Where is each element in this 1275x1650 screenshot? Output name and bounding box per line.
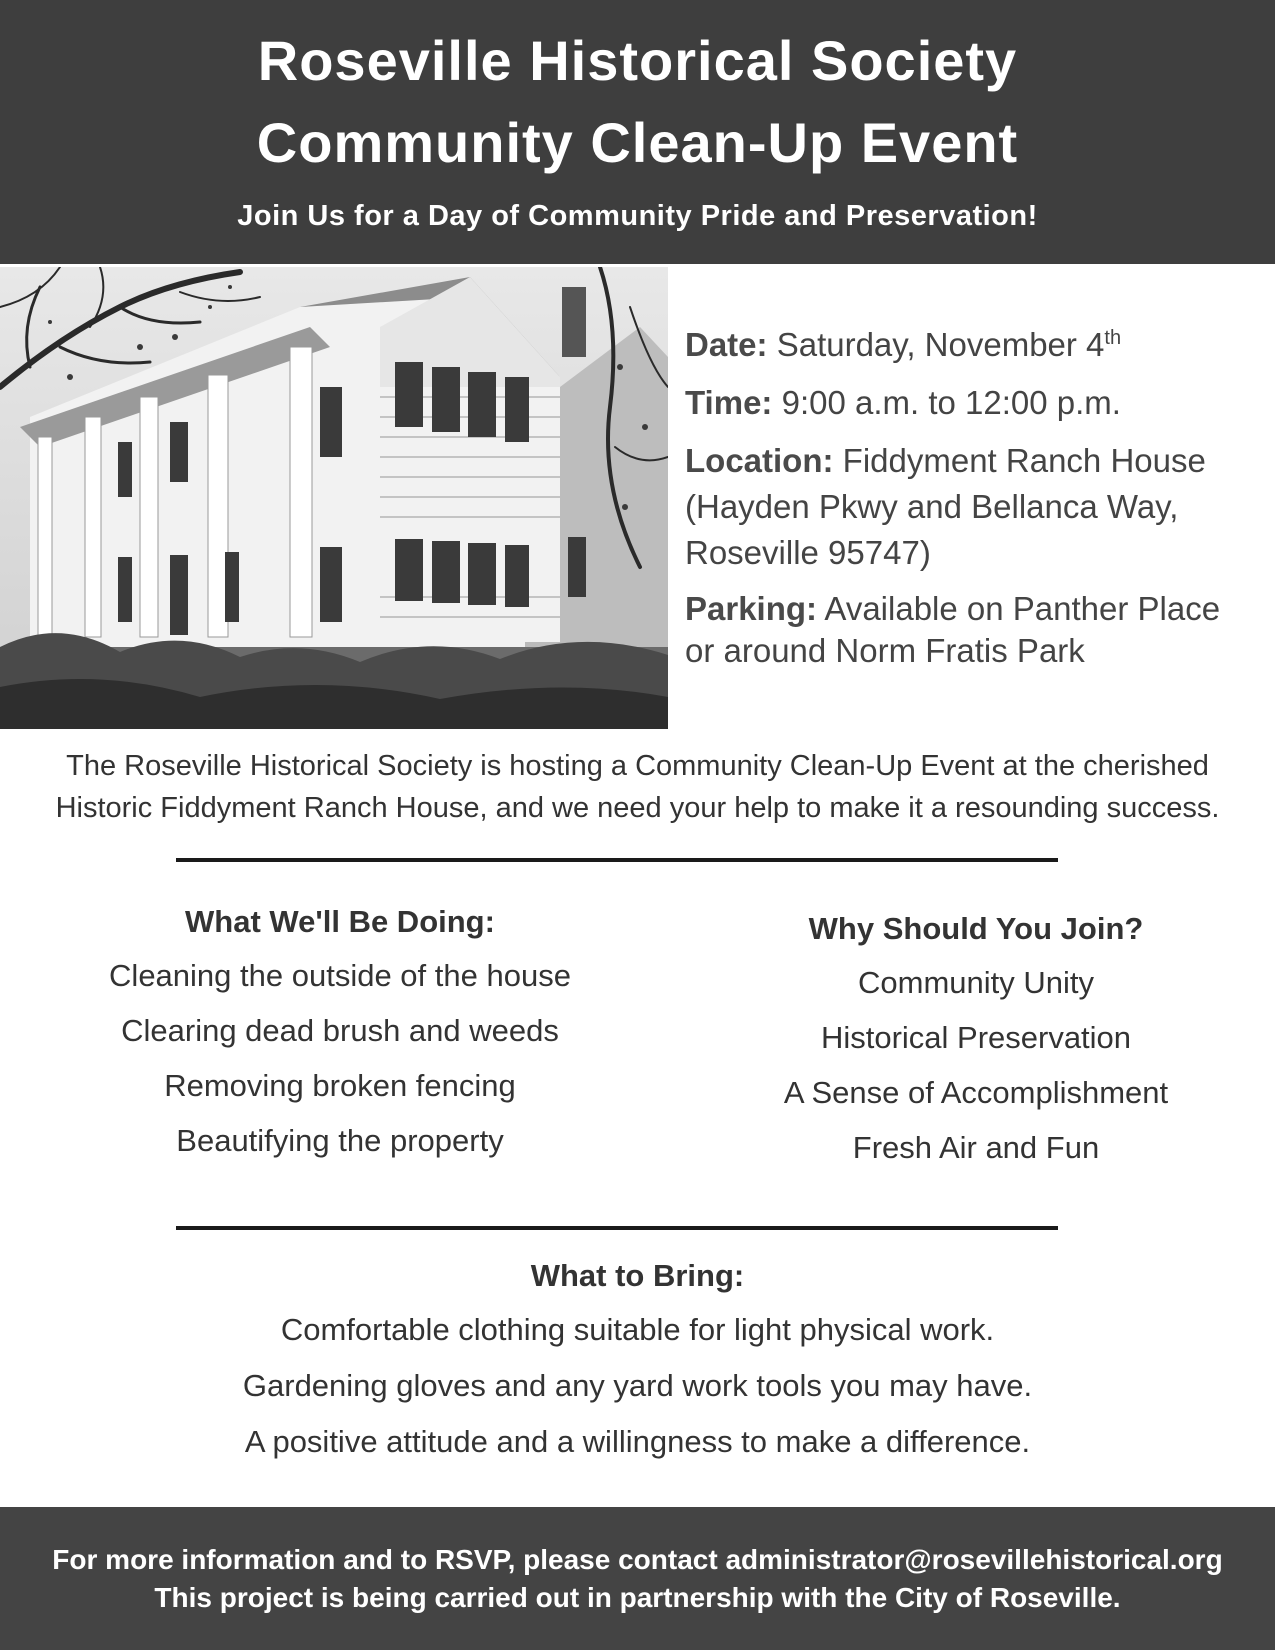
divider-bottom (176, 1226, 1058, 1230)
subtitle: Join Us for a Day of Community Pride and Preservation! (237, 200, 1038, 232)
date-suffix: th (1104, 327, 1122, 349)
why-item: A Sense of Accomplishment (783, 1075, 1169, 1110)
why-heading: Why Should You Join? (808, 911, 1144, 946)
parking-line-2: or around Norm Fratis Park (685, 632, 1085, 669)
date-row (685, 322, 1265, 368)
location-row (685, 438, 1265, 576)
bring-item: A positive attitude and a willingness to make a difference. (244, 1424, 1031, 1459)
house-photo (0, 267, 668, 729)
divider-top (176, 858, 1058, 862)
time-label: Time: (685, 384, 773, 421)
why-item: Historical Preservation (820, 1020, 1132, 1055)
doing-item: Removing broken fencing (164, 1068, 516, 1103)
intro-line-1: The Roseville Historical Society is hosting a Community Clean-Up Event at the cherished (66, 750, 1209, 782)
doing-heading: What We'll Be Doing: (185, 904, 495, 939)
location-value: Fiddyment Ranch House (842, 442, 1206, 479)
bring-section (0, 1256, 1275, 1478)
date-value: Saturday, November 4 (776, 326, 1105, 363)
intro-paragraph (0, 745, 1275, 829)
time-value: 9:00 a.m. to 12:00 p.m. (781, 384, 1121, 421)
intro-line-2: Historic Fiddyment Ranch House, and we need your help to make it a resounding success. (55, 792, 1220, 824)
location-line-3: Roseville 95747) (685, 534, 931, 571)
doing-section (40, 902, 640, 1176)
parking-row (685, 588, 1265, 672)
time-row (685, 380, 1265, 426)
footer-partnership: This project is being carried out in partnership with the City of Roseville. (154, 1582, 1121, 1613)
bring-heading: What to Bring: (530, 1258, 745, 1293)
doing-item: Clearing dead brush and weeds (121, 1013, 559, 1048)
date-label: Date: (685, 326, 768, 363)
location-label: Location: (685, 442, 834, 479)
doing-item: Cleaning the outside of the house (109, 958, 571, 993)
parking-label: Parking: (685, 590, 818, 627)
bring-item: Comfortable clothing suitable for light physical work. (280, 1312, 995, 1347)
event-details (685, 322, 1265, 684)
why-item: Community Unity (858, 965, 1094, 1000)
bring-item: Gardening gloves and any yard work tools you may have. (242, 1368, 1033, 1403)
why-item: Fresh Air and Fun (852, 1130, 1100, 1165)
house-photo-illustration (0, 267, 668, 729)
doing-item: Beautifying the property (176, 1123, 504, 1158)
location-line-2: (Hayden Pkwy and Bellanca Way, (685, 488, 1179, 525)
footer-banner (0, 1507, 1275, 1650)
parking-value: Available on Panther Place (824, 590, 1221, 627)
title-line-1: Roseville Historical Society (257, 29, 1018, 92)
footer-contact: For more information and to RSVP, please contact administrator@rosevillehistorical.org (52, 1544, 1223, 1575)
title-line-2: Community Clean-Up Event (256, 111, 1019, 174)
why-section (676, 909, 1275, 1183)
header-banner (0, 0, 1275, 264)
